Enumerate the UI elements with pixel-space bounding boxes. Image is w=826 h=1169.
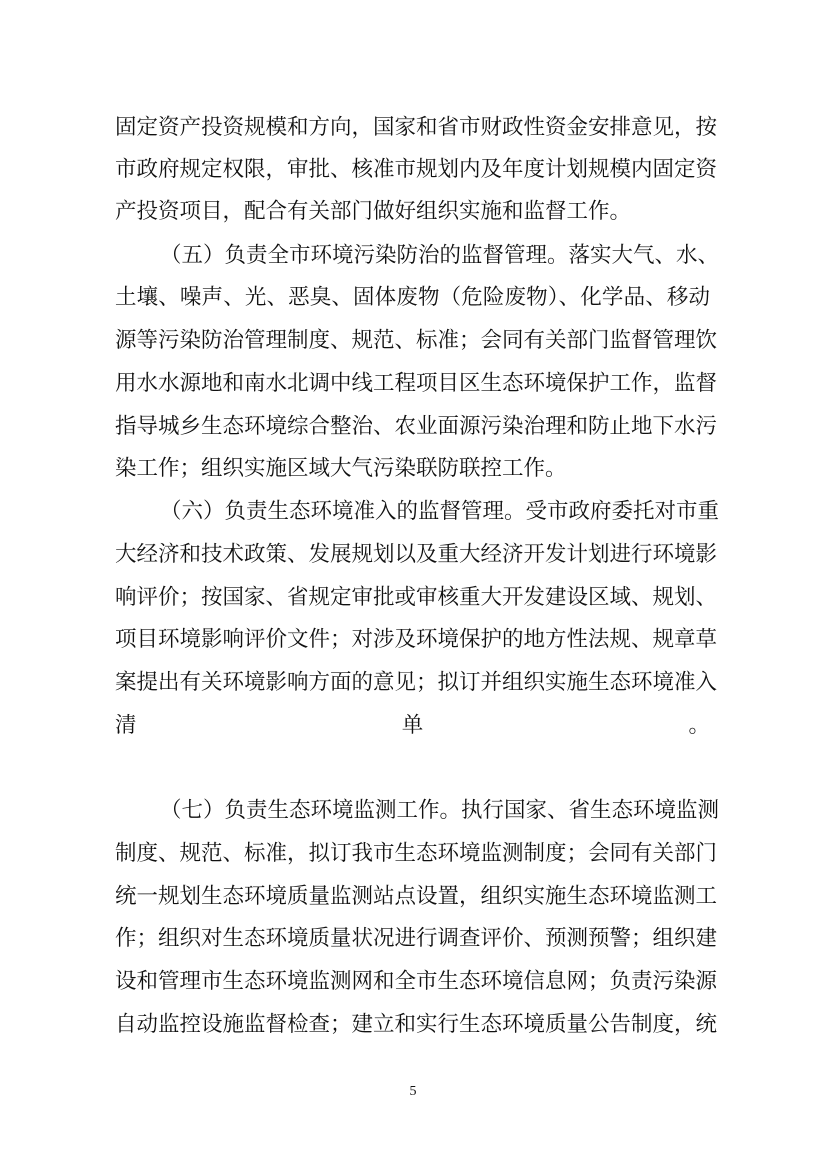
text-line: 用水水源地和南水北调中线工程项目区生态环境保护工作，监督 xyxy=(115,371,718,396)
text-line: 统一规划生态环境质量监测站点设置，组织实施生态环境监测工 xyxy=(115,884,718,909)
text-line: 产投资项目，配合有关部门做好组织实施和监督工作。 xyxy=(115,199,632,224)
text-line: 作；组织对生态环境质量状况进行调查评价、预测预警；组织建 xyxy=(115,926,718,951)
text-line: 项目环境影响评价文件；对涉及环境保护的地方性法规、规章草 xyxy=(115,627,718,652)
text-line: 大经济和技术政策、发展规划以及重大经济开发计划进行环境影 xyxy=(115,542,718,567)
text-line: 自动监控设施监督检查；建立和实行生态环境质量公告制度，统 xyxy=(115,1012,718,1037)
text-line: 制度、规范、标准，拟订我市生态环境监测制度；会同有关部门 xyxy=(115,841,718,866)
text-line: 清单。 xyxy=(115,713,710,738)
text-line: 设和管理市生态环境监测网和全市生态环境信息网；负责污染源 xyxy=(115,969,718,994)
page-number: 5 xyxy=(409,1084,417,1099)
text-line: 案提出有关环境影响方面的意见；拟订并组织实施生态环境准入 xyxy=(115,670,718,695)
text-line: 土壤、噪声、光、恶臭、固体废物（危险废物）、化学品、移动 xyxy=(115,285,710,310)
text-line: 指导城乡生态环境综合整治、农业面源污染治理和防止地下水污 xyxy=(115,414,718,439)
text-line: 响评价；按国家、省规定审批或审核重大开发建设区域、规划、 xyxy=(115,585,718,610)
text-line: 市政府规定权限，审批、核准市规划内及年度计划规模内固定资 xyxy=(115,157,718,182)
text-line: 染工作；组织实施区域大气污染联防联控工作。 xyxy=(115,456,567,481)
text-line: （五）负责全市环境污染防治的监督管理。落实大气、水、 xyxy=(160,243,720,268)
text-line: 固定资产投资规模和方向，国家和省市财政性资金安排意见，按 xyxy=(115,115,718,140)
text-line: （六）负责生态环境准入的监督管理。受市政府委托对市重 xyxy=(160,499,720,524)
text-line: （七）负责生态环境监测工作。执行国家、省生态环境监测 xyxy=(160,798,720,823)
text-line: 源等污染防治管理制度、规范、标准；会同有关部门监督管理饮 xyxy=(115,328,718,353)
